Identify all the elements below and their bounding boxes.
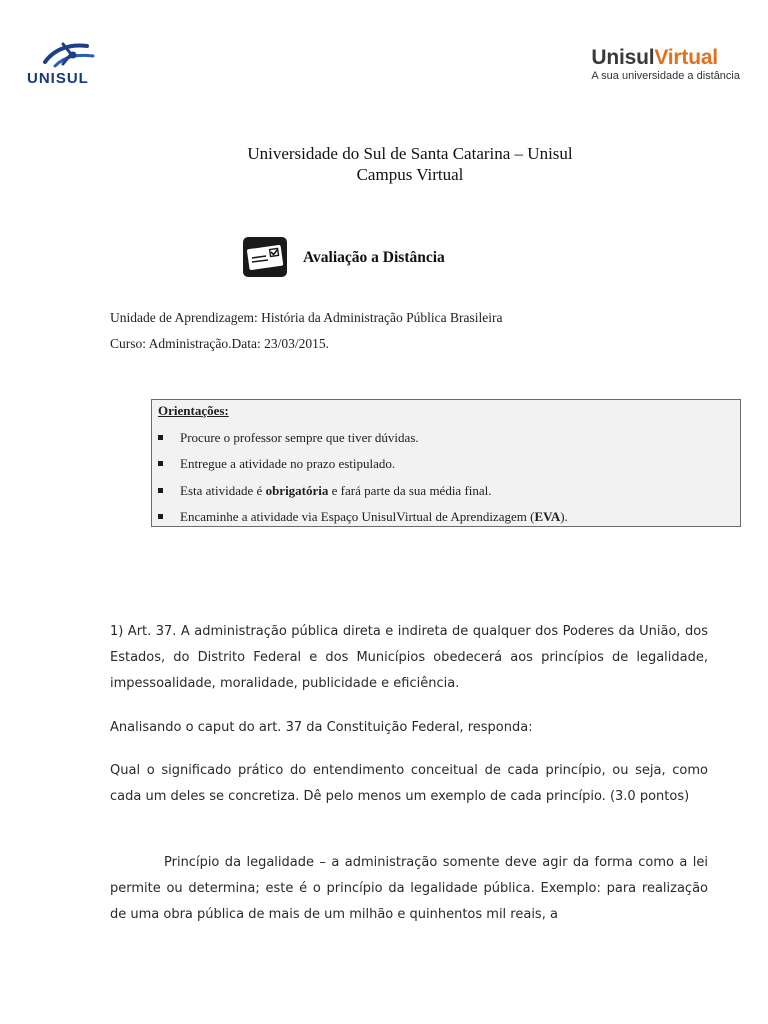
unisul-wordmark: UNISUL	[27, 70, 89, 87]
id-card-check-icon	[242, 236, 288, 278]
document-title	[0, 143, 768, 185]
bullet-icon	[158, 514, 163, 519]
question-prompt: Qual o significado prático do entendimento conceitual de cada princípio, ou seja, como cada um deles se concretiza. Dê pelo menos um exemplo de cada princípio. (3.0 pontos)	[110, 763, 708, 804]
guidelines-box	[151, 399, 741, 527]
unisul-emblem-icon	[41, 40, 97, 72]
learning-unit: Unidade de Aprendizagem: História da Administração Pública Brasileira	[110, 310, 503, 325]
logo-name-unisul: Unisul	[591, 46, 655, 69]
guideline-item: Entregue a atividade no prazo estipulado.	[158, 456, 395, 472]
bullet-icon	[158, 461, 163, 466]
emphasis-mandatory: obrigatória	[265, 483, 329, 498]
unisulvirtual-logo	[591, 47, 740, 82]
logo-tagline: A sua universidade a distância	[591, 70, 740, 82]
guideline-item: Procure o professor sempre que tiver dúvidas.	[158, 430, 419, 446]
evaluation-title: Avaliação a Distância	[303, 249, 445, 266]
guideline-item: Encaminhe a atividade via Espaço UnisulVirtual de Aprendizagem (EVA).	[158, 509, 568, 525]
bullet-icon	[158, 435, 163, 440]
unisulvirtual-wordmark	[591, 47, 740, 69]
answer-paragraph: Princípio da legalidade – a administração somente deve agir da forma como a lei permite ou determina; este é o princípio da legalidade pública. Exemplo: para realização de uma obra pública de mais de um milhão e quinhentos mil reais, a	[110, 855, 708, 922]
university-name: Universidade do Sul de Santa Catarina – Unisul	[247, 144, 573, 163]
instruction-text: Analisando o caput do art. 37 da Constituição Federal, responda:	[110, 720, 533, 735]
campus-name: Campus Virtual	[356, 165, 464, 184]
emphasis-eva: EVA	[534, 509, 561, 524]
bullet-icon	[158, 488, 163, 493]
unisul-logo	[27, 40, 111, 86]
logo-name-virtual: Virtual	[654, 46, 718, 69]
guidelines-title: Orientações:	[158, 403, 229, 418]
question-1-text: 1) Art. 37. A administração pública direta e indireta de qualquer dos Poderes da União, dos Estados, do Distrito Federal e dos Municípios obedecerá aos princípios de legalidade, impessoalidade, moralidade, publicidade e eficiência.	[110, 624, 708, 691]
guideline-item: Esta atividade é obrigatória e fará parte da sua média final.	[158, 483, 492, 499]
course-and-date: Curso: Administração.Data: 23/03/2015.	[110, 336, 329, 351]
